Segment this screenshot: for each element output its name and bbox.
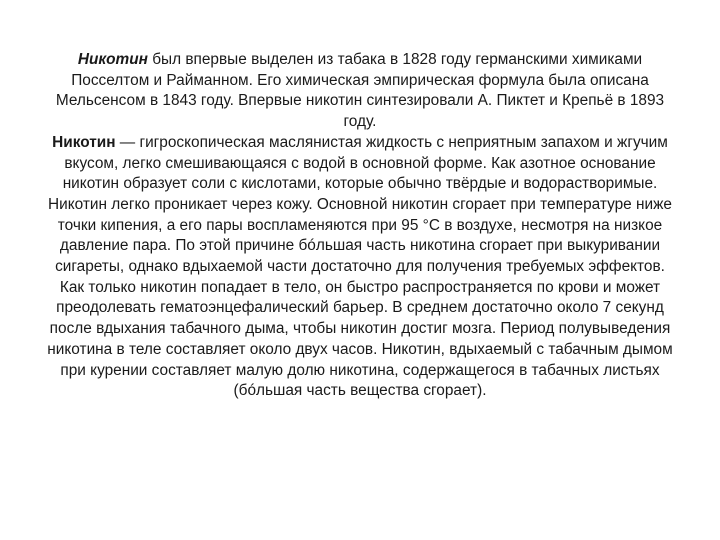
paragraph-text: Как только никотин попадает в тело, он быстро распространяется по крови и может преодолевать гематоэнцефалический барьер. В среднем достаточно около 7 секунд после вдыхания табачного дыма, чтобы никотин достиг мозга. Период полувыведения никотина в теле составляет около двух часов. Никотин, вдыхаемый с табачным дымом при курении составляет малую долю никотина, содержащегося в табачных листьях (бóльшая часть вещества сгорает).: [47, 278, 673, 400]
paragraph-properties: [40, 133, 680, 278]
paragraph-lead-term: Никотин: [77, 51, 148, 68]
paragraph-lead-term: Никотин: [52, 133, 116, 151]
document-body: [40, 50, 680, 402]
paragraph-discovery: [40, 50, 680, 133]
paragraph-text: — гигроскопическая маслянистая жидкость с неприятным запахом и жгучим вкусом, легко смешивающаяся с водой в основной форме. Как азотное основание никотин образует соли с кислотами, которые обычно твёрдые и водорастворимые. Никотин легко проникает через кожу. Основной никотин сгорает при температуре ниже точки кипения, а его пары воспламеняются при 95 °C в воздухе, несмотря на низкое давление пара. По этой причине бóльшая часть никотина сгорает при выкуривании сигареты, однако вдыхаемой части достаточно для получения требуемых эффектов.: [48, 133, 672, 276]
paragraph-absorption: [40, 278, 680, 402]
paragraph-text: был впервые выделен из табака в 1828 году германскими химиками Посселтом и Райманном. Его химическая эмпирическая формула была описана Мельсенсом в 1843 году. Впервые никотин синтезировали А. Пиктет и Крепьё в 1893 году.: [55, 51, 665, 131]
